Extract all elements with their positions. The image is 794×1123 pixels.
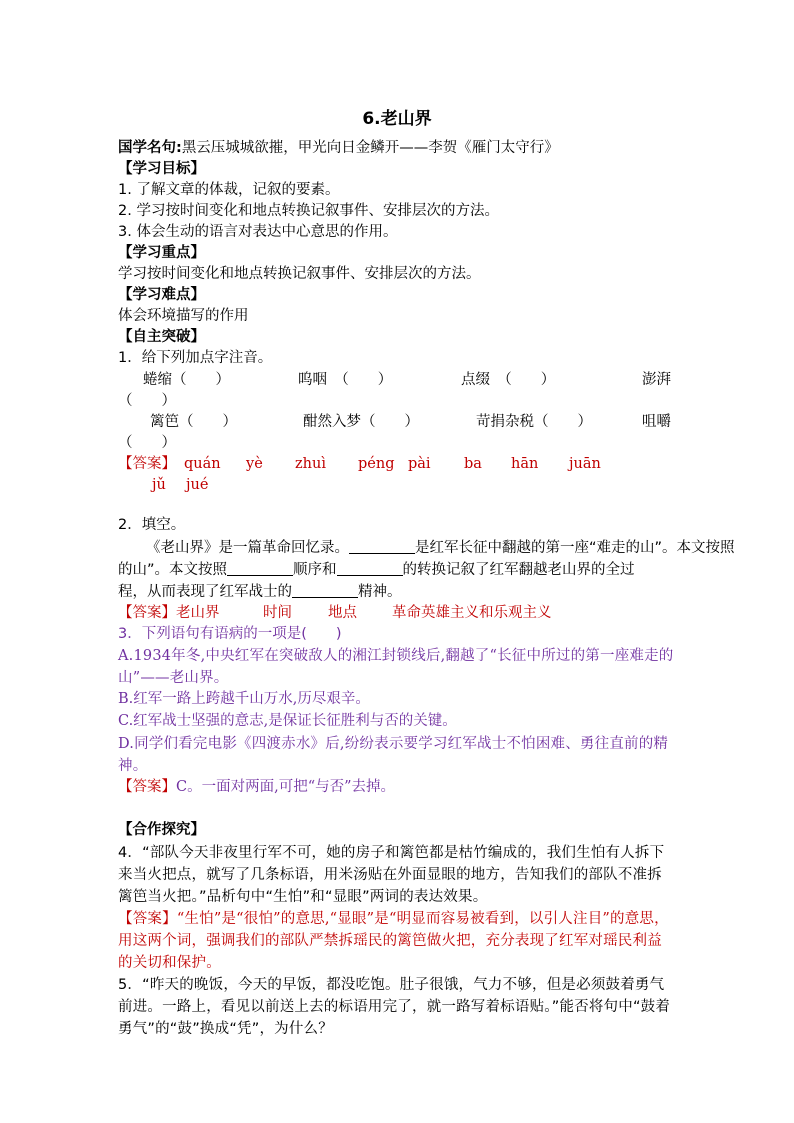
quote-text: 黑云压城城欲摧，甲光向日金鳞开——李贺《雁门太守行》 <box>181 140 559 156</box>
q3-answer-text: C。一面对两面,可把“与否”去掉。 <box>176 779 396 795</box>
q4-stem: 4．“部队今天非夜里行军不可，她的房子和篱笆都是枯竹编成的，我们生怕有人拆下来当火把点，就写了几条标语，用米汤贴在外面显眼的地方，告知我们的部队不准拆篱笆当火把。”品析句中“生怕”和“显眼”两词的表达效果。 <box>118 845 665 905</box>
heading-focus: 【学习重点】 <box>118 245 205 261</box>
answer-label: 【答案】 <box>118 911 177 927</box>
q2-text: 顺序和 <box>293 562 337 578</box>
q1-word: 酣然入梦（ ） <box>303 414 419 430</box>
q2-text: 的山”。本文按照 <box>118 562 228 578</box>
q2-stem: 2．填空。 <box>118 517 186 533</box>
answer-label: 【答案】 <box>118 779 176 795</box>
pinyin: pài <box>408 456 431 472</box>
focus-text: 学习按时间变化和地点转换记叙事件、安排层次的方法。 <box>118 266 481 282</box>
q1-word: 蜷缩（ ） <box>143 372 230 388</box>
goal-item: 3. 体会生动的语言对表达中心意思的作用。 <box>118 224 398 240</box>
difficulty-text: 体会环境描写的作用 <box>118 308 249 324</box>
q2-line1 <box>118 537 735 559</box>
answer-label: 【答案】 <box>118 456 176 472</box>
q1-row1-tail: （ ） <box>118 393 176 409</box>
pinyin: jué <box>186 477 209 493</box>
answer-label: 【答案】 <box>118 605 176 621</box>
goal-item: 1. 了解文章的体裁，记叙的要素。 <box>118 182 340 198</box>
q1-word: 篱笆（ ） <box>150 414 237 430</box>
blank <box>349 537 415 554</box>
q2-line3 <box>118 581 676 603</box>
q1-word: 咀嚼 <box>642 414 671 430</box>
q1-word: 呜咽 （ ） <box>298 372 393 388</box>
blank <box>292 581 358 598</box>
q2-text: 是红军长征中翻越的第一座“难走的山”。本文按照 <box>415 540 735 556</box>
pinyin: hān <box>511 456 539 472</box>
q2-line2 <box>118 559 676 581</box>
blank <box>227 559 293 576</box>
q1-word: 苛捐杂税（ ） <box>476 414 592 430</box>
quote-line <box>118 138 676 159</box>
q2-answer-item: 革命英雄主义和乐观主义 <box>392 605 552 621</box>
q3-option-b: B.红军一路上跨越千山万水,历尽艰辛。 <box>118 691 370 707</box>
q3-answer <box>118 777 676 798</box>
page-title: 6.老山界 <box>362 109 432 129</box>
pinyin: péng <box>358 456 395 472</box>
heading-cooperation: 【合作探究】 <box>118 822 205 838</box>
pinyin: ba <box>464 456 482 472</box>
goal-item: 2. 学习按时间变化和地点转换记叙事件、安排层次的方法。 <box>118 203 499 219</box>
q1-row2-tail: （ ） <box>118 435 176 451</box>
q2-text: 程，从而表现了红军战士的 <box>118 584 292 600</box>
q2-text: 《老山界》是一篇革命回忆录。 <box>146 540 349 556</box>
pinyin: juān <box>569 456 601 472</box>
q5-stem: 5．“昨天的晚饭，今天的早饭，都没吃饱。肚子很饿，气力不够，但是必须鼓着勇气前进。一路上，看见以前送上去的标语用完了，就一路写着标语贴。”能否将句中“鼓着勇气”的“鼓”换成“凭”，为什么？ <box>118 977 671 1037</box>
q2-answer <box>118 603 676 624</box>
blank <box>337 559 403 576</box>
q2-text: 精神。 <box>358 584 402 600</box>
q1-word: 点缀 （ ） <box>461 372 556 388</box>
q3-option-d: D.同学们看完电影《四渡赤水》后,纷纷表示要学习红军战士不怕困难、勇往直前的精神。 <box>118 736 669 774</box>
quote-label: 国学名句: <box>118 140 182 156</box>
heading-self-study: 【自主突破】 <box>118 329 205 345</box>
q4-answer <box>118 908 676 974</box>
heading-goals: 【学习目标】 <box>118 161 205 177</box>
q2-answer-item: 时间 <box>263 605 292 621</box>
q1-stem: 1．给下列加点字注音。 <box>118 350 273 366</box>
pinyin: zhuì <box>295 456 326 472</box>
q2-answer-item: 老山界 <box>176 605 220 621</box>
q2-answer-item: 地点 <box>328 605 357 621</box>
q3-option-a: A.1934年冬,中央红军在突破敌人的湘江封锁线后,翻越了“长征中所过的第一座难走的山”——老山界。 <box>118 648 674 686</box>
q3-stem: 3．下列语句有语病的一项是( ) <box>118 626 342 642</box>
q2-text: 的转换记叙了红军翻越老山界的全过 <box>402 562 635 578</box>
q3-option-c: C.红军战士坚强的意志,是保证长征胜利与否的关键。 <box>118 713 457 729</box>
q4-answer-text: “生怕”是“很怕”的意思,“显眼”是“明显而容易被看到，以引人注目”的意思，用这两个词，强调我们的部队严禁拆瑶民的篱笆做火把，充分表现了红军对瑶民利益的关切和保护。 <box>118 911 669 971</box>
pinyin: quán <box>184 456 221 472</box>
q1-word: 澎湃 <box>642 372 671 388</box>
pinyin: jǔ <box>152 477 166 493</box>
pinyin: yè <box>246 456 263 472</box>
heading-difficulty: 【学习难点】 <box>118 287 205 303</box>
